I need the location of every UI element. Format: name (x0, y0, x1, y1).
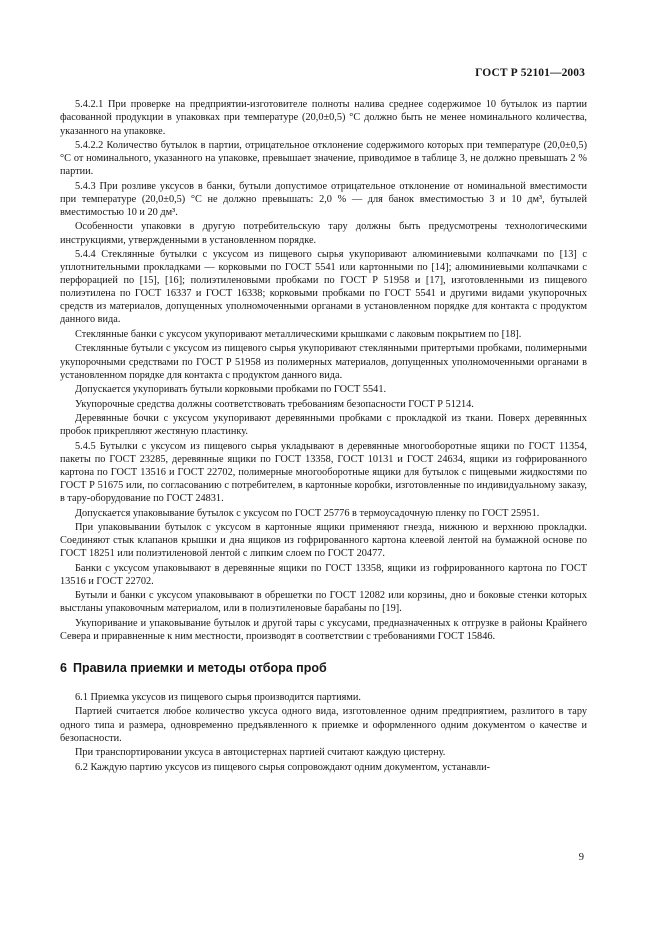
paragraph: 6.2 Каждую партию уксусов из пищевого сырья сопровождают одним документом, устанавли- (75, 761, 491, 773)
paragraph: 5.4.2.2 Количество бутылок в партии, отрицательное отклонение содержимого которых при температуре (20,0±0,5) °С от номинального, указанного на упаковке, превышает значение, приводимое в таблице 3, не должно превышать 2 % партии. (60, 140, 587, 178)
paragraph: 5.4.3 При розливе уксусов в банки, бутыли допустимое отрицательное отклонение от номинальной вместимости при температуре (20,0±0,5) °С не должно превышать: 2,0 % — для банок вместимостью 3 и 10 дм³, бутылей вместимостью 10 и 20 дм³. (60, 180, 587, 218)
paragraph: Банки с уксусом упаковывают в деревянные ящики по ГОСТ 13358, ящики из гофрированного картона по ГОСТ 13516 и ГОСТ 22702. (60, 562, 587, 587)
paragraph: Допускается упаковывание бутылок с уксусом по ГОСТ 25776 в термоусадочную пленку по ГОСТ 25951. (75, 507, 540, 519)
paragraph: Укупорочные средства должны соответствовать требованиям безопасности ГОСТ Р 51214. (75, 398, 474, 410)
paragraph: Партией считается любое количество уксуса одного вида, изготовленное одним предприятием, разлитого в тару одного типа и размера, одновременно предъявленного к приемке и оформленного одним документом о качестве и безопасности. (60, 706, 587, 744)
paragraph: При упаковывании бутылок с уксусом в картонные ящики применяют гнезда, нижнюю и верхнюю прокладки. Соединяют стык клапанов крышки и дна ящиков из гофрированного картона клеевой лентой на бумажной основе по ГОСТ 18251 или полиэтиленовой лентой с липким слоем по ГОСТ 20477. (60, 521, 587, 560)
document-header: ГОСТ Р 52101—2003 (475, 67, 585, 79)
page-number: 9 (578, 852, 584, 863)
paragraphs-after-section (60, 691, 587, 774)
paragraph: Особенности упаковки в другую потребительскую тару должны быть предусмотрены технологическими инструкциями, утвержденными в установленном порядке. (60, 221, 587, 246)
paragraphs-before-section (60, 98, 587, 643)
section-number: 6 (60, 661, 67, 675)
paragraph: 6.1 Приемка уксусов из пищевого сырья производится партиями. (75, 692, 361, 703)
paragraph: Стеклянные бутыли с уксусом из пищевого сырья укупоривают стеклянными притертыми пробками, полимерными укупорочными средствами по ГОСТ Р 51958 из полимерных материалов, допущенных уполномоченными органами в установленном порядке для контакта с продуктом данного вида. (60, 343, 587, 381)
paragraph: 5.4.5 Бутылки с уксусом из пищевого сырья укладывают в деревянные многооборотные ящики по ГОСТ 11354, пакеты по ГОСТ 23285, деревянные ящики по ГОСТ 13358, ГОСТ 10131 и ГОСТ 24634, ящики из гофрированного картона по ГОСТ 13516 и ГОСТ 22702, полимерные многооборотные ящики для бутылок с пищевыми жидкостями по ГОСТ Р 51675 или, по согласованию с потребителем, в картонные коробки, изготовленные по индивидуальному заказу, в тару-оборудование по ГОСТ 24831. (60, 440, 587, 505)
paragraph: 5.4.2.1 При проверке на предприятии-изготовителе полноты налива среднее содержимое 10 бутылок из партии фасованной продукции в упаковках при температуре (20,0±0,5) °С должно быть не менее номинального количества, указанного на упаковке. (60, 99, 587, 137)
paragraph: Допускается укупоривать бутыли корковыми пробками по ГОСТ 5541. (75, 384, 387, 396)
section-heading (60, 661, 587, 676)
paragraph: Деревянные бочки с уксусом укупоривают деревянными пробками с прокладкой из ткани. Поверх деревянных пробок прикрепляют жестяную пластинку. (60, 413, 587, 438)
paragraph: Стеклянные банки с уксусом укупоривают металлическими крышками с лаковым покрытием по [18]. (75, 328, 522, 340)
paragraph: 5.4.4 Стеклянные бутылки с уксусом из пищевого сырья укупоривают алюминиевыми колпачками по [13] с уплотнительными прокладками — корковыми по ГОСТ 5541 или картонными по [14]; алюминиевыми колпачками с перфорацией по [15], [16]; полиэтиленовыми пробками по ГОСТ Р 51958 и [17], изготовленными из пищевого полиэтилена по ГОСТ 16337 и ГОСТ 16338; корковыми пробками по ГОСТ 5541 и другими видами укупорочных средств из материалов, допущенных уполномоченными органами в установленном порядке для контакта с продуктом данного вида. (60, 248, 587, 326)
section-title: Правила приемки и методы отбора проб (72, 661, 327, 675)
paragraph: Бутыли и банки с уксусом упаковывают в обрешетки по ГОСТ 12082 или корзины, дно и боковые стенки которых выстланы упаковочным материалом, или в полиэтиленовые барабаны по [19]. (60, 590, 587, 615)
paragraph: При транспортировании уксуса в автоцистернах партией считают каждую цистерну. (75, 747, 446, 759)
paragraph: Укупоривание и упаковывание бутылок и другой тары с уксусами, предназначенных к отгрузке в районы Крайнего Севера и приравненные к ним местности, производят в соответствии с требованиями ГОСТ 15846. (60, 617, 587, 642)
document-body (60, 97, 587, 774)
